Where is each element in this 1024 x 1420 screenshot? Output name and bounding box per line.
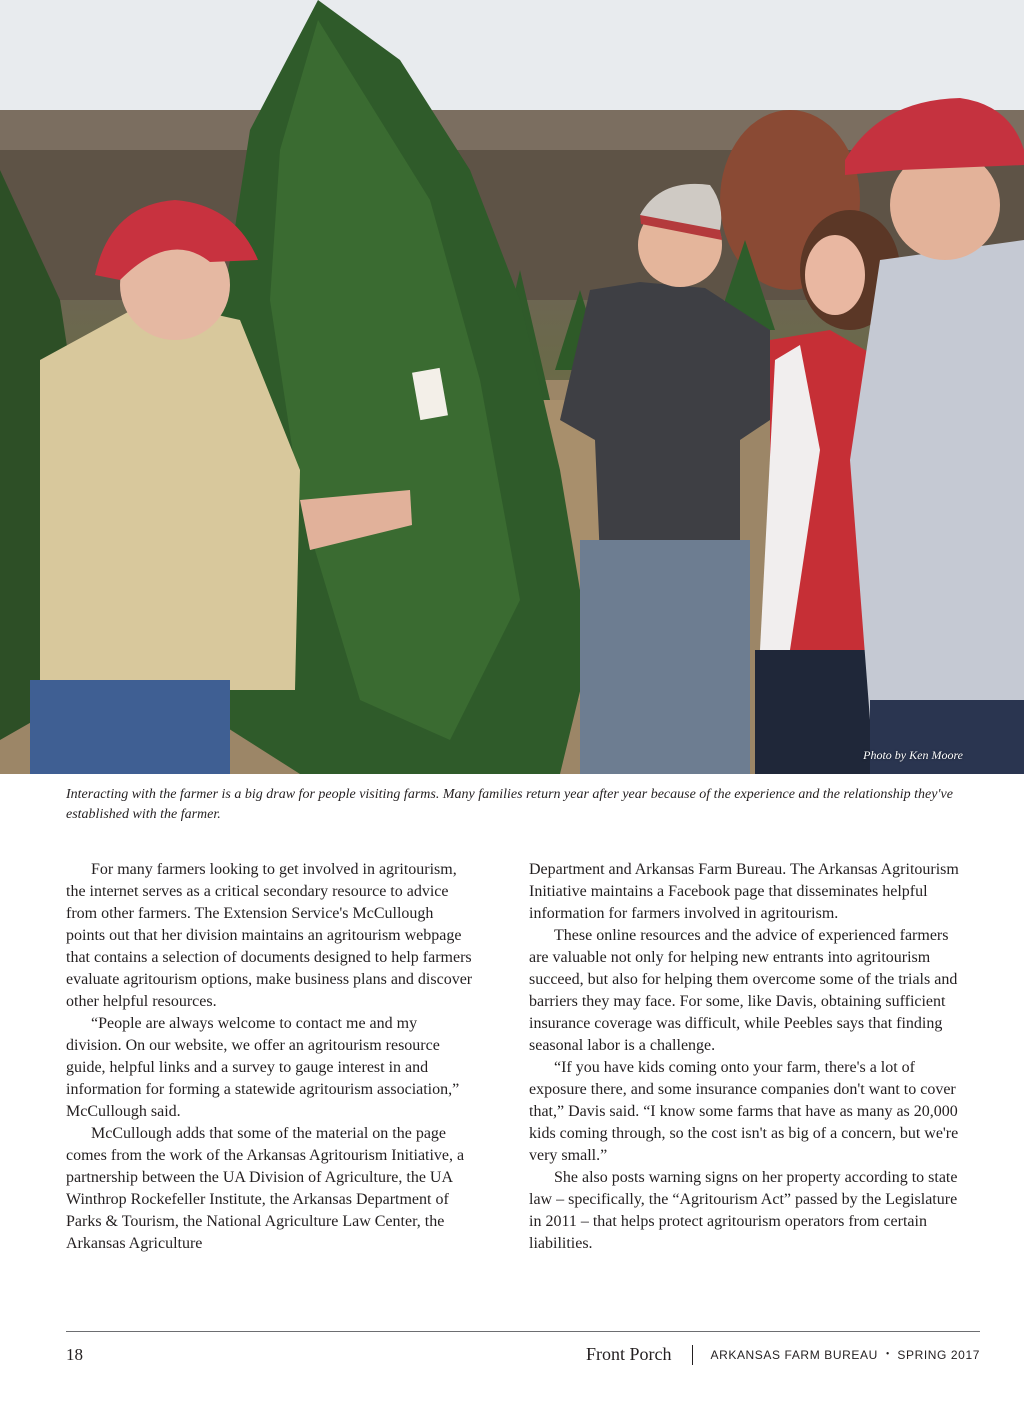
article-paragraph: She also posts warning signs on her property according to state law – specifically, the “Agritourism Act” passed by the Legislature in 2011 – that helps protect agritourism operators from certain liabilities. <box>529 1169 958 1252</box>
page-number: 18 <box>66 1345 83 1364</box>
magazine-name: Front Porch <box>585 1344 672 1364</box>
footer-divider <box>66 1331 980 1332</box>
photo-credit: Photo by Ken Moore <box>863 748 963 762</box>
running-footer <box>586 1344 980 1365</box>
article-column-right <box>529 859 961 1255</box>
footer-separator <box>692 1345 693 1365</box>
article-paragraph: Department and Arkansas Farm Bureau. The Arkansas Agritourism Initiative maintains a Facebook page that disseminates helpful information for farmers involved in agritourism. <box>529 861 959 922</box>
article-paragraph: “People are always welcome to contact me and my division. On our website, we offer an agritourism resource guide, helpful links and a survey to gauge interest in and information for forming a statewide agritourism association,” McCullough said. <box>66 1015 460 1120</box>
article-paragraph: These online resources and the advice of experienced farmers are valuable not only for helping new entrants into agritourism succeed, but also for helping them overcome some of the trials and barriers they may face. For some, like Davis, obtaining sufficient insurance coverage was difficult, while Peebles says that finding seasonal labor is a challenge. <box>529 927 958 1054</box>
article-paragraph: For many farmers looking to get involved in agritourism, the internet serves as a critical secondary resource to advice from other farmers. The Extension Service's McCullough points out that her division maintains an agritourism webpage that contains a selection of documents designed to help farmers evaluate agritourism options, make business plans and discover other helpful resources. <box>66 861 473 1010</box>
organization-name: ARKANSAS FARM BUREAU <box>710 1347 878 1362</box>
article-paragraph: “If you have kids coming onto your farm, there's a lot of exposure there, and some insurance companies don't want to cover that,” Davis said. “I know some farms that have as many as 20,000 kids coming through, so the cost isn't as big of a concern, but we're very small.” <box>529 1059 959 1164</box>
issue-label: SPRING 2017 <box>897 1347 980 1362</box>
article-column-left <box>66 859 476 1255</box>
bullet-icon: • <box>885 1349 890 1360</box>
article-paragraph: McCullough adds that some of the material on the page comes from the work of the Arkansas Agritourism Initiative, a partnership between the UA Division of Agriculture, the UA Winthrop Rockefeller Institute, the Arkansas Department of Parks & Tourism, the National Agriculture Law Center, the Arkansas Agriculture <box>66 1125 465 1252</box>
photo-caption: Interacting with the farmer is a big draw for people visiting farms. Many families return year after year because of the experience and the relationship they've established with the farmer. <box>66 787 953 822</box>
